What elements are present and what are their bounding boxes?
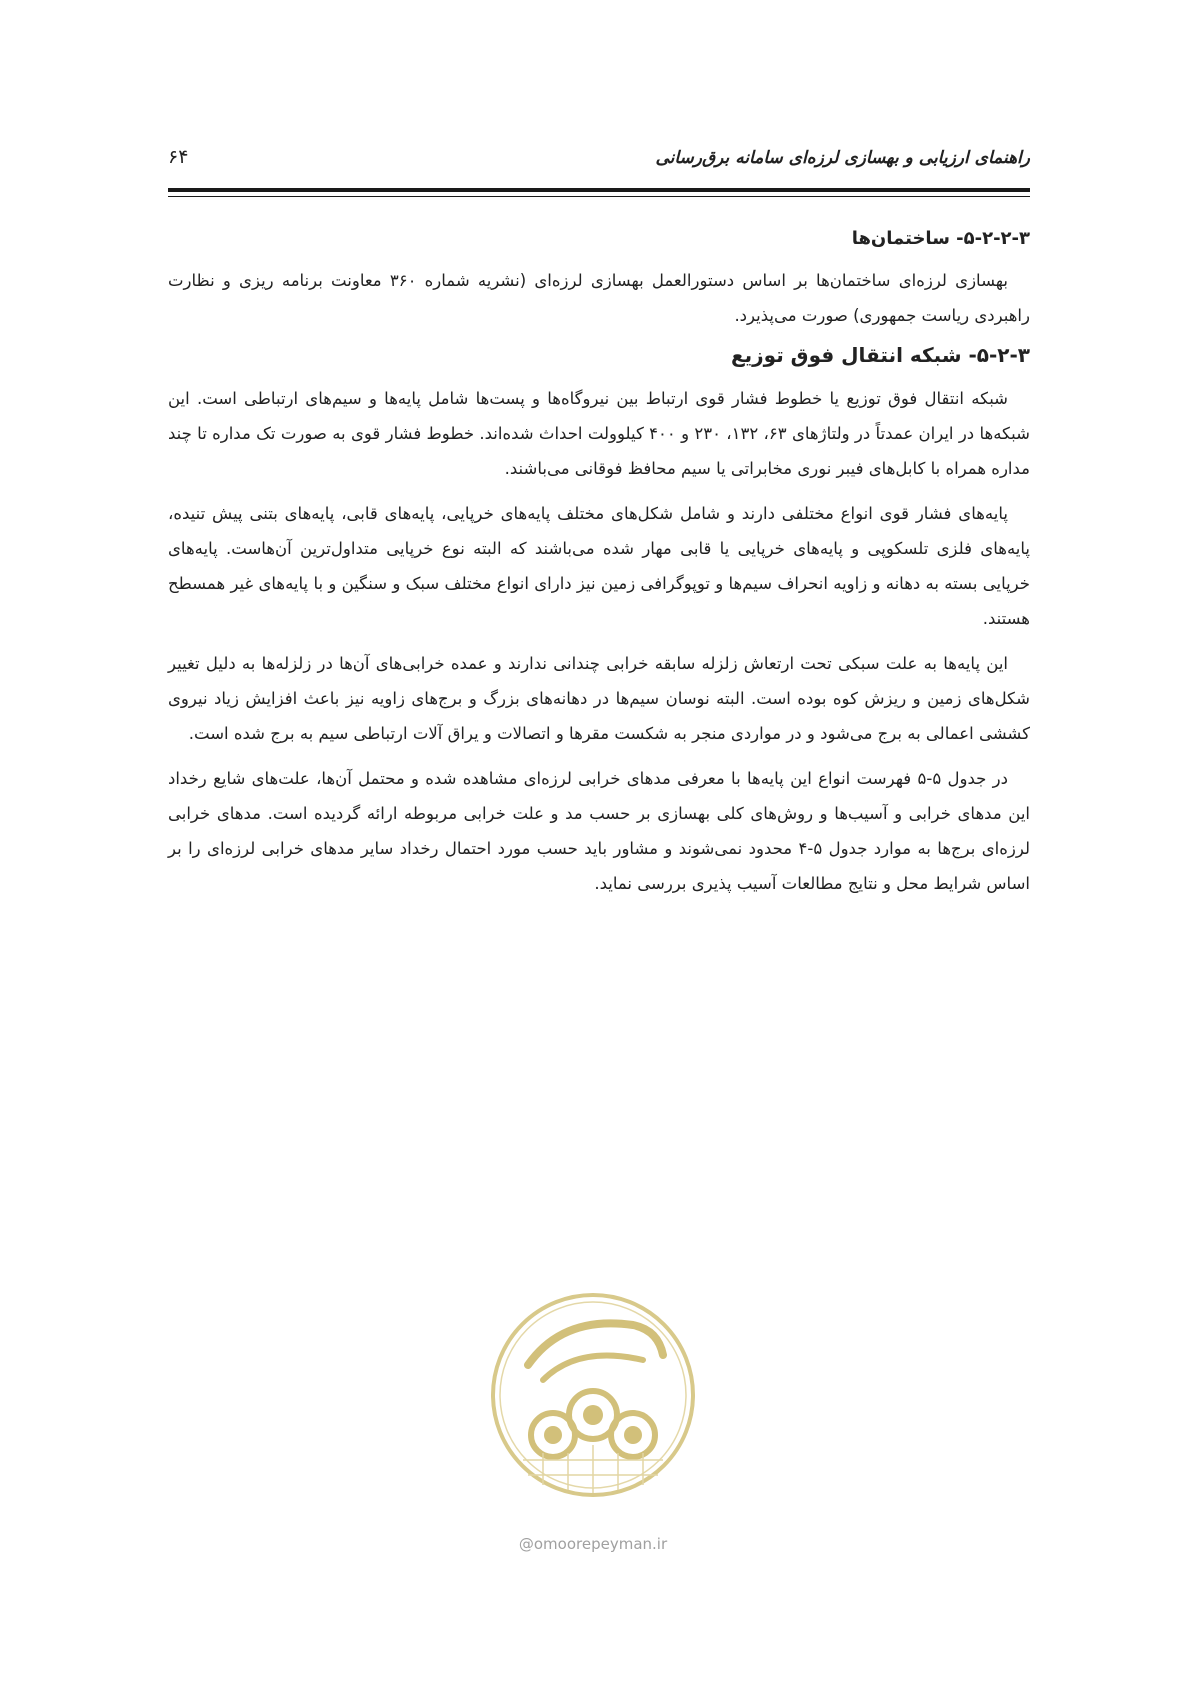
page-header bbox=[168, 146, 1030, 176]
watermark-site: @omoorepeyman.ir bbox=[518, 1535, 668, 1553]
section-heading-subtransmission: ۵-۲-۳- شبکه انتقال فوق توزیع bbox=[730, 343, 1030, 367]
running-title: راهنمای ارزیابی و بهسازی لرزه‌ای سامانه برق‌رسانی bbox=[655, 148, 1030, 168]
paragraph: بهسازی لرزه‌ای ساختمان‌ها بر اساس دستورالعمل بهسازی لرزه‌ای (نشریه شماره ۳۶۰ معاونت برنامه ریزی و نظارت راهبردی ریاست جمهوری) صورت می‌پذیرد. bbox=[168, 271, 1030, 325]
paragraph: این پایه‌ها به علت سبکی تحت ارتعاش زلزله سابقه خرابی چندانی ندارند و عمده خرابی‌های آن‌ها در زلزله‌ها به دلیل تغییر شکل‌های زمین و ریزش کوه بوده است. البته نوسان سیم‌ها در دهانه‌های بزرگ و برج‌های زاویه نیز باعث افزایش زیاد نیروی کششی اعمالی به برج می‌شود و در مواردی منجر به شکست مقرها و اتصالات و یراق آلات ارتباطی سیم به برج شده است. bbox=[168, 654, 1030, 743]
page-number: ۶۴ bbox=[168, 146, 189, 168]
paragraph: پایه‌های فشار قوی انواع مختلفی دارند و شامل شکل‌های مختلف پایه‌های خرپایی، پایه‌های قابی، پایه‌های بتنی پیش تنیده، پایه‌های فلزی تلسکوپی و پایه‌های خرپایی یا قابی مهار شده می‌باشند که البته نوع خرپایی متداول‌ترین آن‌هاست. پایه‌های خرپایی بسته به دهانه و زاویه انحراف سیم‌ها و توپوگرافی زمین نیز دارای انواع مختلف سبک و سنگین و با پایه‌های غیر همسطح هستند. bbox=[168, 504, 1030, 628]
paragraph: شبکه انتقال فوق توزیع یا خطوط فشار قوی ارتباط بین نیروگاه‌ها و پست‌ها شامل پایه‌ها و سیم‌های ارتباطی است. این شبکه‌ها در ایران عمدتاً در ولتاژهای ۶۳، ۱۳۲، ۲۳۰ و ۴۰۰ کیلوولت احداث شده‌اند. خطوط فشار قوی به صورت تک مداره تا چند مداره همراه با کابل‌های فیبر نوری مخابراتی یا سیم محافظ فوقانی می‌باشند. bbox=[168, 389, 1030, 478]
section-heading-buildings: ۵-۲-۲-۳- ساختمان‌ها bbox=[851, 228, 1030, 249]
paragraph: در جدول ۵-۵ فهرست انواع این پایه‌ها با معرفی مدهای خرابی لرزه‌ای مشاهده شده و محتمل آن‌ها، علت‌های شایع رخداد این مدهای خرابی و آسیب‌ها و روش‌های کلی بهسازی بر حسب مد و علت خرابی مربوطه ارائه گردیده است. مدهای خرابی لرزه‌ای برج‌ها به موارد جدول ۵-۴ محدود نمی‌شوند و مشاور باید حسب مورد احتمال رخداد سایر مدهای خرابی لرزه‌ای را بر اساس شرایط محل و نتایج مطالعات آسیب پذیری بررسی نماید. bbox=[168, 769, 1030, 893]
header-rule-thin bbox=[168, 196, 1030, 197]
page-content bbox=[168, 228, 1030, 911]
header-rule-thick bbox=[168, 188, 1030, 192]
watermark-logo-icon bbox=[483, 1285, 703, 1505]
